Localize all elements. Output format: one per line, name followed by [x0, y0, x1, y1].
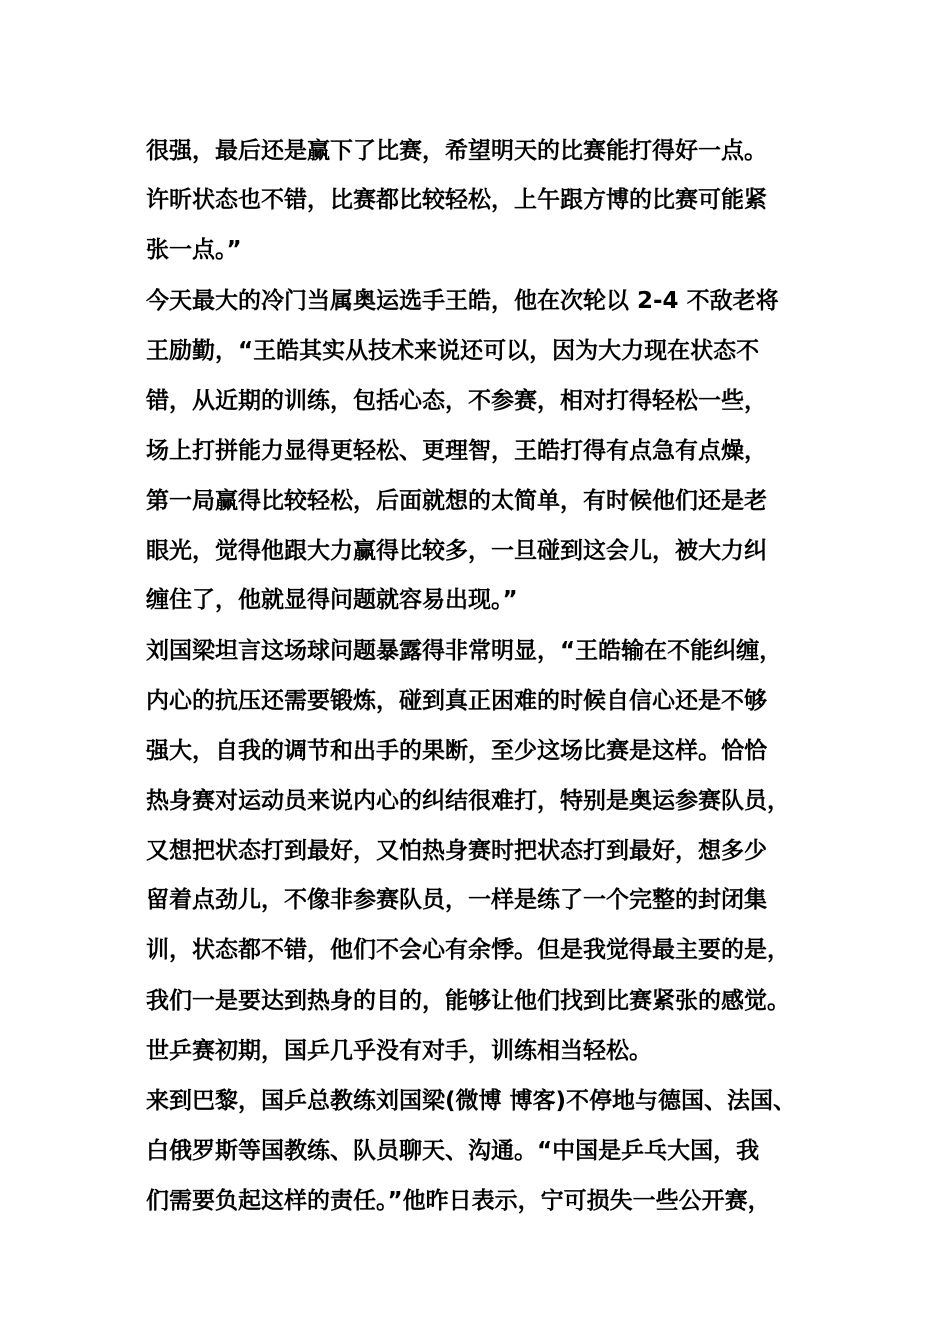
text-line: 眼光，觉得他跟大力赢得比较多，一旦碰到这会儿，被大力纠 — [146, 538, 767, 564]
text-line: 训，状态都不错，他们不会心有余悸。但是我觉得最主要的是， — [146, 937, 790, 963]
text-line: 们需要负起这样的责任。”他昨日表示，宁可损失一些公开赛， — [146, 1188, 771, 1214]
text-line: 场上打拼能力显得更轻松、更理智，王皓打得有点急有点燥， — [146, 438, 767, 464]
text-line: 强大，自我的调节和出手的果断，至少这场比赛是这样。恰恰 — [146, 738, 767, 764]
text-line: 缠住了，他就显得问题就容易出现。” — [146, 587, 518, 613]
text-line: 白俄罗斯等国教练、队员聊天、沟通。“中国是乒乓大国，我 — [146, 1138, 760, 1164]
text-line: 我们一是要达到热身的目的，能够让他们找到比赛紧张的感觉。 — [146, 988, 790, 1014]
text-line: 留着点劲儿，不像非参赛队员，一样是练了一个完整的封闭集 — [146, 887, 767, 913]
text-line: 内心的抗压还需要锻炼，碰到真正困难的时候自信心还是不够 — [146, 688, 767, 714]
text-line: 错，从近期的训练，包括心态，不参赛，相对打得轻松一些， — [146, 388, 767, 414]
text-line: 来到巴黎，国乒总教练刘国梁(微博 博客)不停地与德国、法国、 — [146, 1088, 797, 1114]
text-line: 今天最大的冷门当属奥运选手王皓，他在次轮以 2-4 不敌老将 — [146, 288, 779, 314]
text-line: 热身赛对运动员来说内心的纠结很难打，特别是奥运参赛队员， — [146, 788, 790, 814]
text-line: 世乒赛初期，国乒几乎没有对手，训练相当轻松。 — [146, 1038, 652, 1064]
text-line: 又想把状态打到最好，又怕热身赛时把状态打到最好，想多少 — [146, 838, 767, 864]
text-line: 王励勤，“王皓其实从技术来说还可以，因为大力现在状态不 — [146, 338, 760, 364]
text-line: 很强，最后还是赢下了比赛，希望明天的比赛能打得好一点。 — [146, 138, 767, 164]
text-line: 许昕状态也不错，比赛都比较轻松，上午跟方博的比赛可能紧 — [146, 187, 767, 213]
text-line: 张一点。” — [146, 237, 242, 263]
text-line: 第一局赢得比较轻松，后面就想的太简单，有时候他们还是老 — [146, 488, 767, 514]
text-line: 刘国梁坦言这场球问题暴露得非常明显，“王皓输在不能纠缠， — [146, 638, 783, 664]
